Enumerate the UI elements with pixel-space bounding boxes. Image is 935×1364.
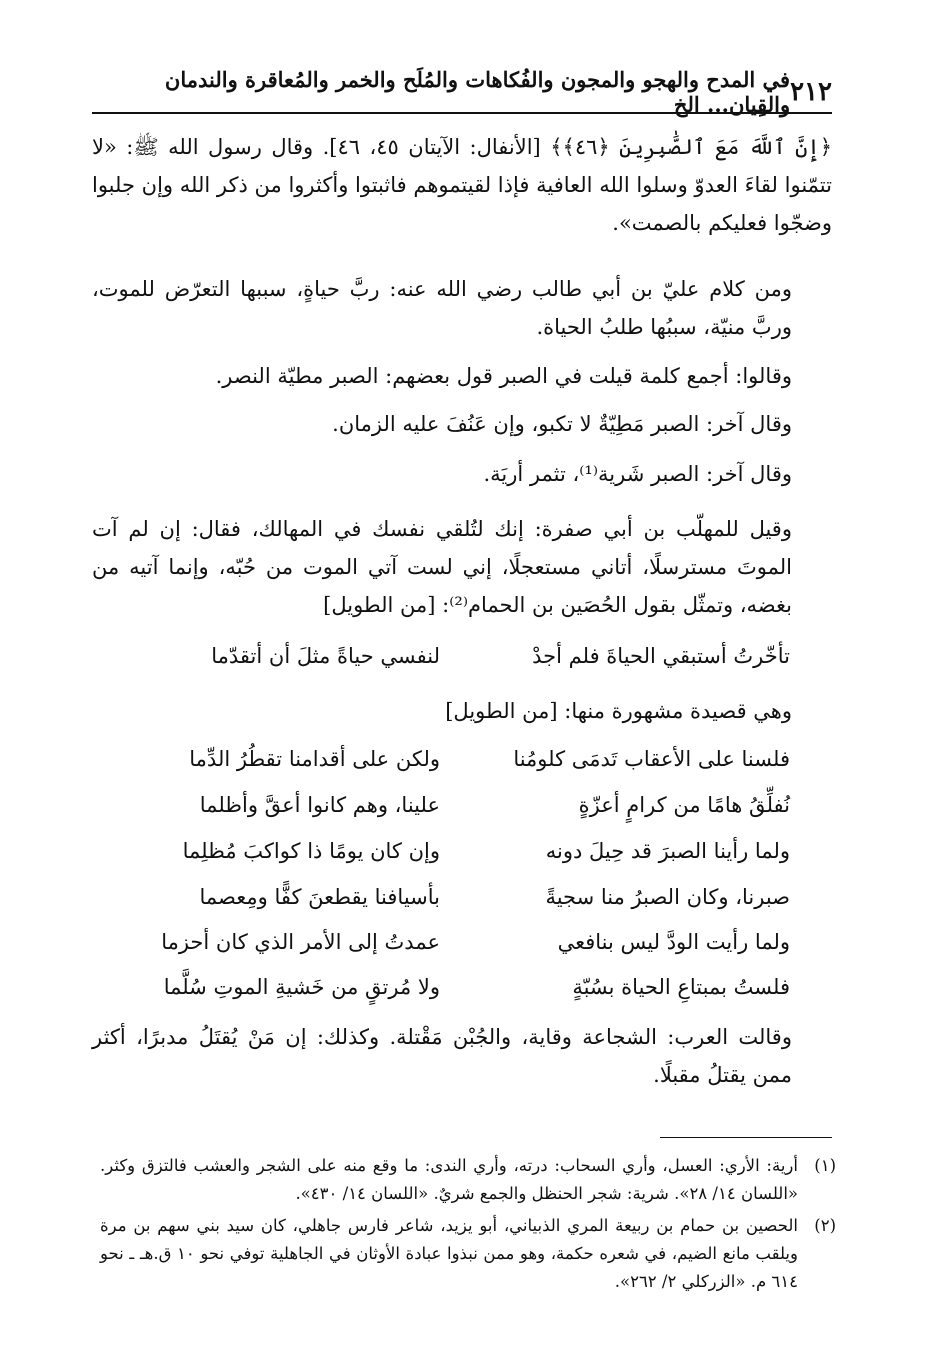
page-number: ٢١٢ — [790, 77, 832, 107]
verse-first-hemistich: نُفلِّقُ هامًا من كرامٍ أعزّةٍ — [578, 793, 790, 817]
verse-second-hemistich: ولكن على أقدامنا تقطُرُ الدِّما — [189, 747, 440, 771]
verse-first-hemistich: تأخّرتُ أستبقي الحياةَ فلم أجدْ — [532, 644, 790, 668]
paragraph-poem-intro: وهي قصيدة مشهورة منها: [من الطويل] — [445, 699, 792, 723]
verse-second-hemistich: عمدتُ إلى الأمر الذي كان أحزما — [161, 930, 440, 954]
paragraph-patience-2: وقال آخر: الصبر مَطِيّةٌ لا تكبو، وإن عَنُفَ عليه الزمان. — [332, 412, 792, 436]
footnote-separator — [660, 1137, 832, 1138]
poem-verse — [140, 740, 790, 778]
footnote — [100, 1212, 836, 1296]
poem-verse — [140, 878, 790, 916]
footnote-number: (١) — [814, 1156, 836, 1175]
running-title: في المدح والهجو والمجون والفُكاهات والمُلَح والخمر والمُعاقرة والندمان والقِيان... الخ — [164, 67, 791, 117]
verse-second-hemistich: بأسيافنا يقطعنَ كفًّا ومِعصما — [199, 885, 440, 909]
paragraph-arab-sayings: وقالت العرب: الشجاعة وقاية، والجُبْن مَقْتلة. وكذلك: إن مَنْ يُقتَلُ مدبرًا، أكثر ممن يقتلُ مقبلًا. — [92, 1025, 792, 1087]
verse-second-hemistich: علينا، وهم كانوا أعقَّ وأظلما — [199, 793, 440, 817]
footnote-text: الحصين بن حمام بن ربيعة المري الذبياني، أبو يزيد، شاعر فارس جاهلي، كان سيد بني سهم بن مرة ويلقب مانع الضيم، في شعره حكمة، وهو ممن نبذوا عبادة الأوثان في الجاهلية توفي نحو ١٠ ق.هـ ـ نحو ٦١٤ م. «الزركلي ٢/ ٢٦٢». — [100, 1216, 798, 1291]
verse-second-hemistich: لنفسي حياةً مثلَ أن أتقدّما — [211, 644, 440, 668]
verse-first-hemistich: فلستُ بمبتاعِ الحياة بسُبّةٍ — [572, 975, 790, 999]
paragraph-patience-3: وقال آخر: الصبر شَرية⁽¹⁾، تثمر أريَة. — [483, 462, 792, 486]
footnote-text: أرية: الأري: العسل، وأري السحاب: درته، وأري الندى: ما وقع منه على الشجر والعشب فالتزق وكثر. «اللسان ١٤/ ٢٨». شرية: شجر الحنظل والجمع شريٌ. «اللسان ١٤/ ٤٣٠». — [100, 1156, 798, 1203]
poem-verse — [140, 923, 790, 961]
paragraph-quran-hadith: ﴿إِنَّ ٱللَّهَ مَعَ ٱلصَّٰبِرِينَ ﴿٤٦﴾﴾ [الأنفال: الآيتان ٤٥، ٤٦]. وقال رسول الله ﷺ: «لا تتمّنوا لقاءَ العدوّ وسلوا الله العافية فإذا لقيتموهم فاثبتوا وأكثروا من ذكر الله وإن جلبوا وضجّوا فعليكم بالصمت». — [92, 135, 833, 235]
verse-first-hemistich: ولما رأيت الودَّ ليس بنافعي — [557, 930, 790, 954]
verse-line — [140, 637, 790, 675]
verse-second-hemistich: وإن كان يومًا ذا كواكبَ مُظلِما — [182, 839, 440, 863]
verse-first-hemistich: صبرنا، وكان الصبرُ منا سجيةً — [545, 885, 790, 909]
verse-first-hemistich: فلسنا على الأعقاب تَدمَى كلومُنا — [513, 747, 790, 771]
poem-verse — [140, 968, 790, 1006]
paragraph-muhallab: وقيل للمهلّب بن أبي صفرة: إنك لتُلقي نفسك في المهالك، فقال: إن لم آت الموتَ مسترسلًا، أتاني مستعجلًا، إني لست آتي الموت من حُبّه، وإنما آتيه من بغضه، وتمثّل بقول الحُصَين بن الحمام⁽²⁾: [من الطويل] — [92, 517, 792, 617]
footnote — [100, 1152, 836, 1208]
footnote-number: (٢) — [814, 1216, 836, 1235]
paragraph-ali-saying: ومن كلام عليّ بن أبي طالب رضي الله عنه: ربَّ حياةٍ، سببها التعرّض للموت، وربَّ منيّة، سببُها طلبُ الحياة. — [92, 277, 792, 339]
verse-first-hemistich: ولما رأينا الصبرَ قد حِيلَ دونه — [545, 839, 790, 863]
page-header — [92, 67, 832, 117]
poem-verse — [140, 832, 790, 870]
poem-verse — [140, 786, 790, 824]
verse-second-hemistich: ولا مُرتقٍ من خَشيةِ الموتِ سُلَّما — [163, 975, 440, 999]
paragraph-patience-1: وقالوا: أجمع كلمة قيلت في الصبر قول بعضهم: الصبر مطيّة النصر. — [215, 364, 792, 388]
